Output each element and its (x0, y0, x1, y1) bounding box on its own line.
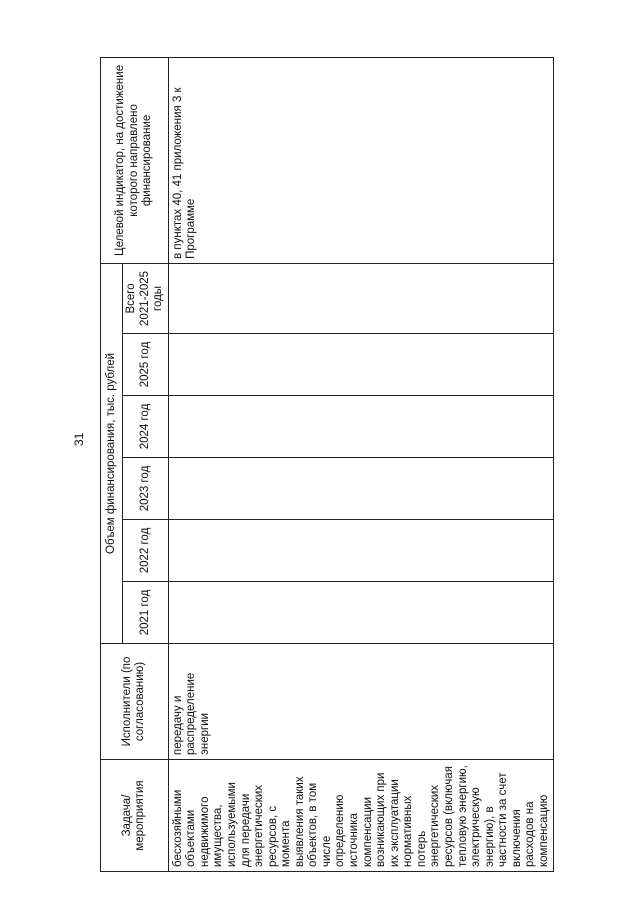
cell-2021 (168, 582, 554, 644)
header-year-2025: 2025 год (123, 334, 169, 396)
header-year-2022: 2022 год (123, 520, 169, 582)
header-year-2024: 2024 год (123, 396, 169, 458)
cell-2025 (168, 334, 554, 396)
cell-indicator: в пунктах 40, 41 приложения 3 к Программе (168, 57, 554, 263)
cell-total (168, 263, 554, 333)
header-funding: Объем финансирования, тыс. рублей (101, 263, 123, 643)
cell-2022 (168, 520, 554, 582)
header-executors: Исполнители (по согласованию) (101, 644, 169, 760)
header-year-2023: 2023 год (123, 458, 169, 520)
cell-2023 (168, 458, 554, 520)
table-row (168, 57, 554, 871)
funding-table (100, 57, 554, 872)
page-number: 31 (72, 432, 86, 446)
cell-2024 (168, 396, 554, 458)
cell-task: бесхозяйными объектами недвижимого имущества, используемыми для передачи энергетических ресурсов, с момента выявления таких объектов, в том числе определению источника компенсации возникающих при их эксплуатации нормативных потерь энергетических ресурсов (включая тепловую энергию, электрическую энергию), в частности за счет включения расходов на компенсацию (168, 760, 554, 872)
cell-executors: передачу и распределение энергии (168, 644, 554, 760)
header-year-2021: 2021 год (123, 582, 169, 644)
header-task: Задача/мероприятия (101, 760, 169, 872)
header-total: Всего 2021-2025 годы (123, 263, 169, 333)
header-indicator: Целевой индикатор, на достижение которого направлено финансирование (101, 57, 169, 263)
rotated-table-wrapper (100, 58, 550, 872)
header-row-top (101, 57, 123, 871)
